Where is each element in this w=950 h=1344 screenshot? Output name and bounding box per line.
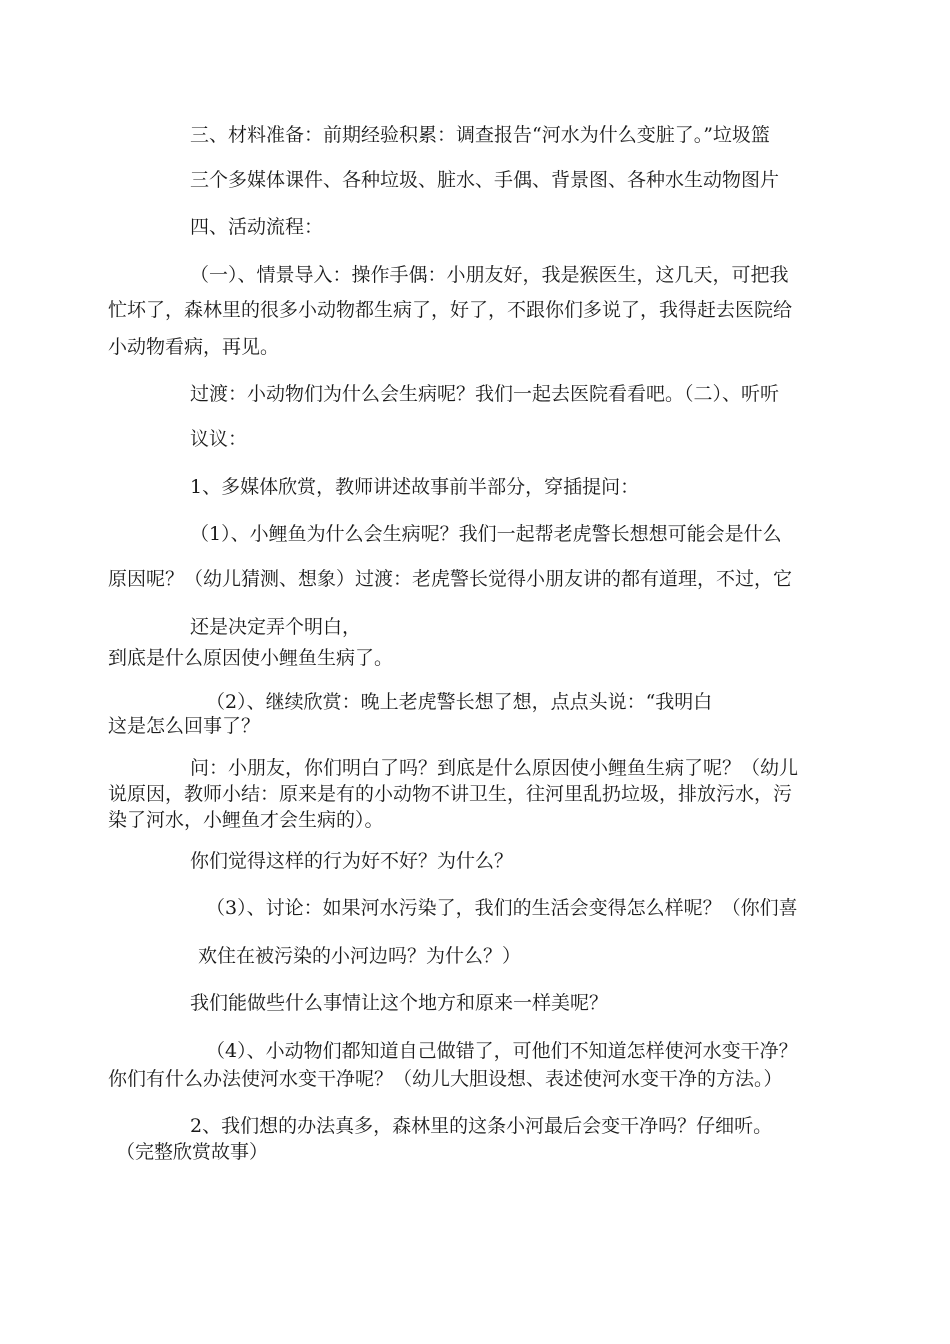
- text-line: 三个多媒体课件、各种垃圾、脏水、手偶、背景图、各种水生动物图片: [190, 169, 780, 191]
- text-line: 1、多媒体欣赏，教师讲述故事前半部分，穿插提问：: [190, 476, 640, 498]
- text-line: 小动物看病，再见。: [108, 336, 280, 358]
- text-line: 你们觉得这样的行为好不好？为什么？: [190, 850, 514, 872]
- text-line: （4）、小动物们都知道自己做错了，可他们不知道怎样使河水变干净？: [206, 1040, 798, 1062]
- text-line: 议议：: [190, 428, 248, 450]
- text-line: 你们有什么办法使河水变干净呢？（幼儿大胆设想、表述使河水变干净的方法。）: [108, 1068, 783, 1090]
- text-line: 到底是什么原因使小鲤鱼生病了。: [108, 647, 394, 669]
- text-line: （1）、小鲤鱼为什么会生病呢？我们一起帮老虎警长想想可能会是什么: [190, 523, 782, 545]
- text-line: （2）、继续欣赏：晚上老虎警长想了想，点点头说：“我明白: [206, 691, 713, 713]
- text-line: 我们能做些什么事情让这个地方和原来一样美呢？: [190, 992, 609, 1014]
- text-line: 说原因，教师小结：原来是有的小动物不讲卫生，往河里乱扔垃圾，排放污水，污: [108, 783, 793, 805]
- text-line: 四、活动流程：: [190, 216, 324, 238]
- text-line: 问：小朋友，你们明白了吗？到底是什么原因使小鲤鱼生病了呢？（幼儿: [190, 757, 799, 779]
- text-line: 2、我们想的办法真多，森林里的这条小河最后会变干净吗？仔细听。: [190, 1115, 773, 1137]
- text-line: （完整欣赏故事）: [116, 1141, 269, 1163]
- text-line: 三、材料准备：前期经验积累：调查报告“河水为什么变脏了。”垃圾篮: [190, 124, 770, 146]
- text-line: 欢住在被污染的小河边吗？为什么？）: [198, 945, 522, 967]
- text-line: （一）、情景导入：操作手偶：小朋友好，我是猴医生，这几天，可把我: [190, 264, 789, 286]
- text-line: 过渡：小动物们为什么会生病呢？我们一起去医院看看吧。（二）、听听: [190, 383, 780, 405]
- text-line: 原因呢？（幼儿猜测、想象）过渡：老虎警长觉得小朋友讲的都有道理，不过，它: [108, 568, 793, 590]
- text-line: 这是怎么回事了？: [108, 715, 261, 737]
- text-line: 染了河水，小鲤鱼才会生病的）。: [108, 809, 384, 831]
- text-line: 还是决定弄个明白，: [190, 616, 362, 638]
- text-line: 忙坏了，森林里的很多小动物都生病了，好了，不跟你们多说了，我得赶去医院给: [108, 299, 793, 321]
- text-line: （3）、讨论：如果河水污染了，我们的生活会变得怎么样呢？（你们喜: [206, 897, 798, 919]
